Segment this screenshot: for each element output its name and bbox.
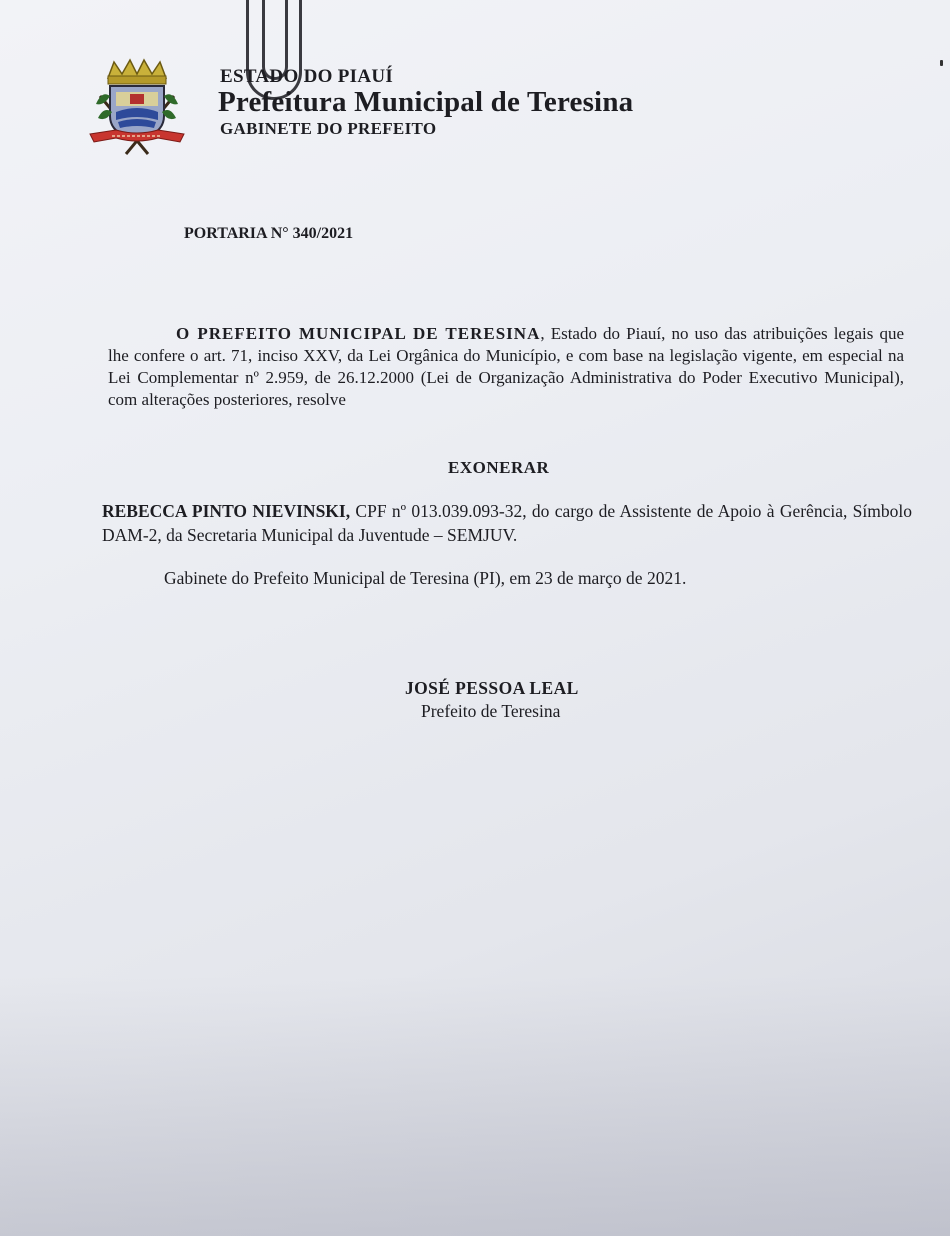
dateline: Gabinete do Prefeito Municipal de Teresina (PI), em 23 de março de 2021. — [164, 568, 687, 588]
portaria-number: PORTARIA N° 340/2021 — [184, 225, 354, 242]
person-name: REBECCA PINTO NIEVINSKI, — [102, 501, 351, 521]
preamble-paragraph — [108, 323, 904, 411]
preamble-authority: O PREFEITO MUNICIPAL DE TERESINA — [176, 324, 541, 343]
preamble-text: , Estado do Piauí, no uso das atribuições legais que lhe confere o art. 71, inciso XXV, da Lei Orgânica do Município, e com base na legislação vigente, em especial na Lei Complementar nº 2.959, de 26.12.2000 (Lei de Organização Administrativa do Poder Executivo Municipal), com alterações posteriores, resolve — [108, 324, 904, 409]
header-office: Prefeitura Municipal de Teresina — [218, 86, 634, 118]
header-cabinet: GABINETE DO PREFEITO — [220, 119, 437, 138]
signatory-name: JOSÉ PESSOA LEAL — [405, 678, 579, 698]
person-details: CPF nº 013.039.093-32, do cargo de Assistente de Apoio à Gerência, Símbolo DAM-2, da Secretaria Municipal da Juventude – SEMJUV. — [102, 501, 912, 545]
paper-speck — [940, 60, 943, 66]
signatory-title: Prefeito de Teresina — [421, 701, 561, 721]
person-paragraph — [102, 499, 912, 547]
header-state: ESTADO DO PIAUÍ — [220, 66, 394, 87]
action-heading: EXONERAR — [448, 458, 550, 477]
page-shadow — [0, 976, 950, 1236]
teresina-coat-of-arms-icon — [86, 56, 188, 158]
